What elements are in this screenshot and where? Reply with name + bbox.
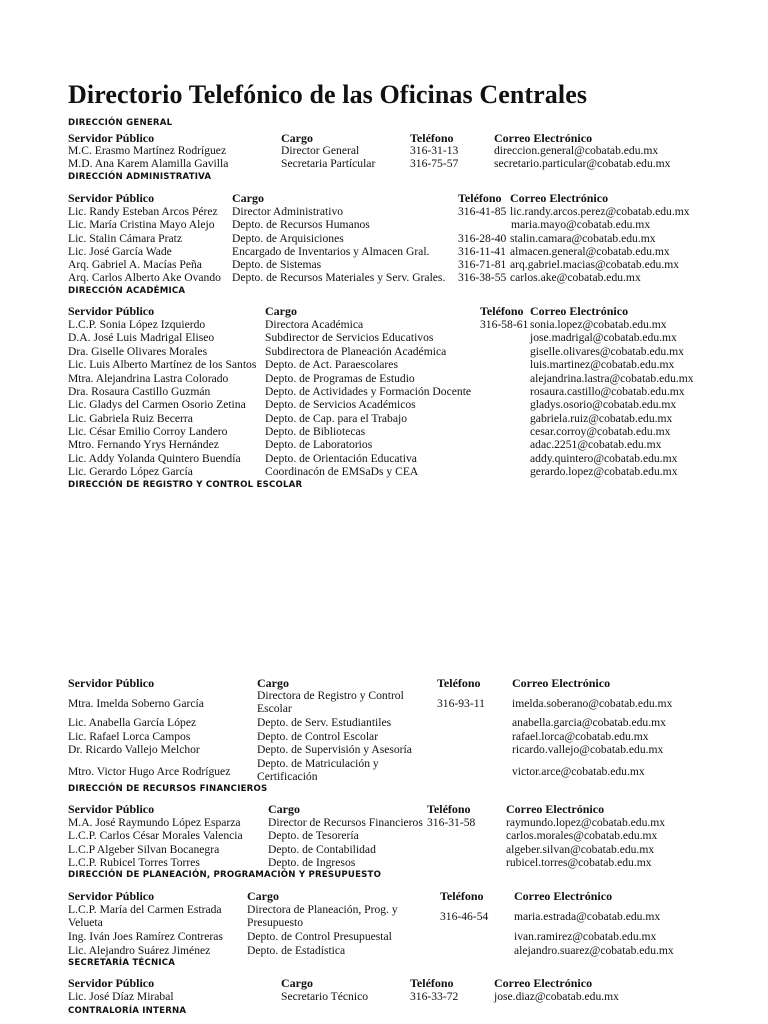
column-header-telefono: Teléfono xyxy=(410,131,454,145)
cell-cargo: Director General xyxy=(281,144,360,157)
cell-cargo: Depto. de Bibliotecas xyxy=(265,425,366,438)
cell-telefono: 316-28-40 xyxy=(458,232,507,245)
cell-cargo: Directora de Registro y Control Escolar xyxy=(257,689,404,715)
cell-servidor: Lic. Addy Yolanda Quintero Buendía xyxy=(68,452,241,465)
cell-telefono: 316-38-55 xyxy=(458,271,507,284)
cell-correo: sonia.lopez@cobatab.edu.mx xyxy=(530,318,667,331)
column-header-cargo: Cargo xyxy=(247,889,279,903)
cell-cargo: Depto. de Tesorería xyxy=(268,829,359,842)
cell-servidor: Lic. María Cristina Mayo Alejo xyxy=(68,218,215,231)
cell-servidor: Lic. Gabriela Ruiz Becerra xyxy=(68,412,193,425)
column-header-correo: Correo Electrónico xyxy=(494,976,593,990)
column-header-correo: Correo Electrónico xyxy=(506,802,605,816)
cell-correo: direccion.general@cobatab.edu.mx xyxy=(494,144,659,157)
column-header-servidor: Servidor Público xyxy=(68,676,155,690)
cell-servidor: Dra. Rosaura Castillo Guzmán xyxy=(68,385,211,398)
cell-telefono: 316-41-85 xyxy=(458,205,507,218)
cell-correo: maria.estrada@cobatab.edu.mx xyxy=(514,910,661,923)
cell-correo: stalin.camara@cobatab.edu.mx xyxy=(510,232,656,245)
cell-telefono: 316-33-72 xyxy=(410,990,459,1003)
cell-cargo: Depto. de Cap. para el Trabajo xyxy=(265,412,407,425)
cell-servidor: Mtro. Victor Hugo Arce Rodríguez xyxy=(68,765,231,778)
cell-cargo: Director Administrativo xyxy=(232,205,344,218)
cell-correo: raymundo.lopez@cobatab.edu.mx xyxy=(506,816,666,829)
cell-servidor: L.C.P Algeber Silvan Bocanegra xyxy=(68,843,220,856)
cell-correo: maria.mayo@cobatab.edu.mx xyxy=(511,218,651,231)
cell-servidor: L.C.P. Rubicel Torres Torres xyxy=(68,856,200,869)
cell-correo: imelda.soberano@cobatab.edu.mx xyxy=(512,697,673,710)
cell-servidor: Dr. Ricardo Vallejo Melchor xyxy=(68,743,200,756)
cell-correo: alejandro.suarez@cobatab.edu.mx xyxy=(514,944,674,957)
cell-correo: carlos.morales@cobatab.edu.mx xyxy=(506,829,658,842)
cell-correo: luis.martinez@cobatab.edu.mx xyxy=(530,358,675,371)
column-header-correo: Correo Electrónico xyxy=(510,191,609,205)
cell-servidor: Lic. Gladys del Carmen Osorio Zetina xyxy=(68,398,246,411)
cell-servidor: Ing. Iván Joes Ramírez Contreras xyxy=(68,930,223,943)
column-header-telefono: Teléfono xyxy=(410,976,454,990)
cell-correo: ivan.ramirez@cobatab.edu.mx xyxy=(514,930,657,943)
column-header-correo: Correo Electrónico xyxy=(512,676,611,690)
cell-telefono: 316-93-11 xyxy=(437,697,485,710)
column-header-cargo: Cargo xyxy=(268,802,300,816)
section-title: DIRECCIÓN ACADÉMICA xyxy=(68,286,186,296)
column-header-servidor: Servidor Público xyxy=(68,889,155,903)
cell-servidor: L.C.P. Carlos César Morales Valencia xyxy=(68,829,243,842)
cell-servidor: Lic. Luis Alberto Martínez de los Santos xyxy=(68,358,257,371)
cell-cargo: Depto. de Orientación Educativa xyxy=(265,452,417,465)
cell-telefono: 316-75-57 xyxy=(410,157,459,170)
column-header-telefono: Teléfono xyxy=(440,889,484,903)
cell-cargo: Depto. de Recursos Humanos xyxy=(232,218,370,231)
cell-correo: alejandrina.lastra@cobatab.edu.mx xyxy=(530,372,694,385)
cell-telefono: 316-71-81 xyxy=(458,258,507,271)
cell-servidor: Dra. Giselle Olivares Morales xyxy=(68,345,208,358)
section-title: DIRECCIÓN DE REGISTRO Y CONTROL ESCOLAR xyxy=(68,480,303,490)
column-header-correo: Correo Electrónico xyxy=(514,889,613,903)
cell-cargo: Secretaria Partícular xyxy=(281,157,376,170)
cell-servidor: Lic. Anabella García López xyxy=(68,716,197,729)
column-header-telefono: Teléfono xyxy=(427,802,471,816)
column-header-correo: Correo Electrónico xyxy=(530,304,629,318)
cell-servidor: Lic. Rafael Lorca Campos xyxy=(68,730,191,743)
cell-correo: gabriela.ruiz@cobatab.edu.mx xyxy=(530,412,673,425)
cell-servidor: Mtro. Fernando Yrys Hernández xyxy=(68,438,219,451)
cell-cargo: Director de Recursos Financieros xyxy=(268,816,423,829)
cell-servidor: Arq. Carlos Alberto Ake Ovando xyxy=(68,271,221,284)
cell-correo: secretario.particular@cobatab.edu.mx xyxy=(494,157,671,170)
column-header-cargo: Cargo xyxy=(257,676,289,690)
cell-telefono: 316-11-41 xyxy=(458,245,506,258)
cell-correo: adac.2251@cobatab.edu.mx xyxy=(530,438,662,451)
cell-telefono: 316-31-13 xyxy=(410,144,459,157)
cell-cargo: Depto. de Sistemas xyxy=(232,258,322,271)
cell-correo: jose.madrigal@cobatab.edu.mx xyxy=(530,331,677,344)
cell-correo: rosaura.castillo@cobatab.edu.mx xyxy=(530,385,685,398)
column-header-servidor: Servidor Público xyxy=(68,191,155,205)
cell-cargo: Depto. de Programas de Estudio xyxy=(265,372,415,385)
cell-correo: victor.arce@cobatab.edu.mx xyxy=(512,765,645,778)
cell-servidor: Arq. Gabriel A. Macías Peña xyxy=(68,258,202,271)
cell-telefono: 316-46-54 xyxy=(440,910,489,923)
cell-correo: giselle.olivares@cobatab.edu.mx xyxy=(530,345,684,358)
cell-cargo: Depto. de Laboratorios xyxy=(265,438,373,451)
column-header-servidor: Servidor Público xyxy=(68,802,155,816)
cell-telefono: 316-31-58 xyxy=(427,816,476,829)
cell-telefono: 316-58-61 xyxy=(480,318,529,331)
section-title: SECRETARÍA TÉCNICA xyxy=(68,958,176,968)
cell-cargo: Depto. de Supervisión y Asesoría xyxy=(257,743,412,756)
cell-cargo: Depto. de Contabilidad xyxy=(268,843,376,856)
cell-cargo: Depto. de Control Escolar xyxy=(257,730,379,743)
column-header-servidor: Servidor Público xyxy=(68,131,155,145)
cell-correo: jose.diaz@cobatab.edu.mx xyxy=(494,990,619,1003)
cell-cargo: Depto. de Estadística xyxy=(247,944,346,957)
cell-cargo: Directora de Planeación, Prog. y Presupuesto xyxy=(247,903,398,929)
cell-cargo: Encargado de Inventarios y Almacen Gral. xyxy=(232,245,430,258)
cell-correo: ricardo.vallejo@cobatab.edu.mx xyxy=(512,743,664,756)
cell-cargo: Secretario Técnico xyxy=(281,990,369,1003)
column-header-servidor: Servidor Público xyxy=(68,304,155,318)
cell-cargo: Depto. de Arquisiciones xyxy=(232,232,344,245)
cell-cargo: Directora Académica xyxy=(265,318,364,331)
section-title: CONTRALORÍA INTERNA xyxy=(68,1006,187,1016)
column-header-cargo: Cargo xyxy=(281,131,313,145)
cell-servidor: L.C.P. Sonia López Izquierdo xyxy=(68,318,206,331)
cell-servidor: M.D. Ana Karem Alamilla Gavilla xyxy=(68,157,229,170)
column-header-telefono: Teléfono xyxy=(437,676,481,690)
cell-cargo: Depto. de Control Presupuestal xyxy=(247,930,392,943)
cell-cargo: Depto. de Actividades y Formación Docente xyxy=(265,385,472,398)
cell-servidor: L.C.P. María del Carmen Estrada Velueta xyxy=(68,903,222,929)
section-title: DIRECCIÓN GENERAL xyxy=(68,118,173,128)
section-title: DIRECCIÓN DE PLANEACIÓN, PROGRAMACIÓN Y PRESUPUESTO xyxy=(68,870,382,880)
column-header-correo: Correo Electrónico xyxy=(494,131,593,145)
cell-servidor: M.C. Erasmo Martínez Rodríguez xyxy=(68,144,227,157)
cell-correo: lic.randy.arcos.perez@cobatab.edu.mx xyxy=(510,205,690,218)
cell-servidor: Lic. Stalin Cámara Pratz xyxy=(68,232,182,245)
cell-servidor: D.A. José Luis Madrigal Eliseo xyxy=(68,331,215,344)
cell-cargo: Depto. de Recursos Materiales y Serv. Grales. xyxy=(232,271,446,284)
cell-correo: rafael.lorca@cobatab.edu.mx xyxy=(512,730,649,743)
column-header-telefono: Teléfono xyxy=(480,304,524,318)
cell-servidor: Mtra. Imelda Soberno García xyxy=(68,697,204,710)
cell-correo: anabella.garcia@cobatab.edu.mx xyxy=(512,716,666,729)
cell-servidor: Lic. José Díaz Mirabal xyxy=(68,990,174,1003)
cell-servidor: Mtra. Alejandrina Lastra Colorado xyxy=(68,372,229,385)
section-title: DIRECCIÓN DE RECURSOS FINANCIEROS xyxy=(68,784,268,794)
cell-servidor: Lic. Gerardo López García xyxy=(68,465,193,478)
cell-correo: addy.quintero@cobatab.edu.mx xyxy=(530,452,678,465)
cell-correo: arq.gabriel.macias@cobatab.edu.mx xyxy=(510,258,680,271)
cell-correo: algeber.silvan@cobatab.edu.mx xyxy=(506,843,655,856)
cell-correo: gladys.osorio@cobatab.edu.mx xyxy=(530,398,677,411)
cell-servidor: Lic. Alejandro Suárez Jiménez xyxy=(68,944,211,957)
cell-servidor: M.A. José Raymundo López Esparza xyxy=(68,816,241,829)
cell-correo: rubicel.torres@cobatab.edu.mx xyxy=(506,856,652,869)
cell-cargo: Depto. de Act. Paraescolares xyxy=(265,358,398,371)
column-header-cargo: Cargo xyxy=(232,191,264,205)
cell-servidor: Lic. José García Wade xyxy=(68,245,172,258)
page-title: Directorio Telefónico de las Oficinas Centrales xyxy=(68,80,588,109)
cell-cargo: Depto. de Serv. Estudiantiles xyxy=(257,716,392,729)
section-title: DIRECCIÓN ADMINISTRATIVA xyxy=(68,172,212,182)
column-header-telefono: Teléfono xyxy=(458,191,502,205)
cell-correo: almacen.general@cobatab.edu.mx xyxy=(510,245,670,258)
column-header-cargo: Cargo xyxy=(265,304,297,318)
cell-servidor: Lic. Randy Esteban Arcos Pérez xyxy=(68,205,218,218)
cell-cargo: Depto. de Servicios Académicos xyxy=(265,398,416,411)
cell-servidor: Lic. César Emilio Corroy Landero xyxy=(68,425,228,438)
cell-correo: gerardo.lopez@cobatab.edu.mx xyxy=(530,465,678,478)
cell-cargo: Depto. de Ingresos xyxy=(268,856,356,869)
cell-cargo: Coordinacón de EMSaDs y CEA xyxy=(265,465,419,478)
cell-cargo: Subdirector de Servicios Educativos xyxy=(265,331,434,344)
cell-cargo: Depto. de Matriculación y Certificación xyxy=(257,757,379,783)
column-header-servidor: Servidor Público xyxy=(68,976,155,990)
cell-correo: carlos.ake@cobatab.edu.mx xyxy=(510,271,641,284)
cell-correo: cesar.corroy@cobatab.edu.mx xyxy=(530,425,671,438)
column-header-cargo: Cargo xyxy=(281,976,313,990)
cell-cargo: Subdirectora de Planeación Académica xyxy=(265,345,447,358)
